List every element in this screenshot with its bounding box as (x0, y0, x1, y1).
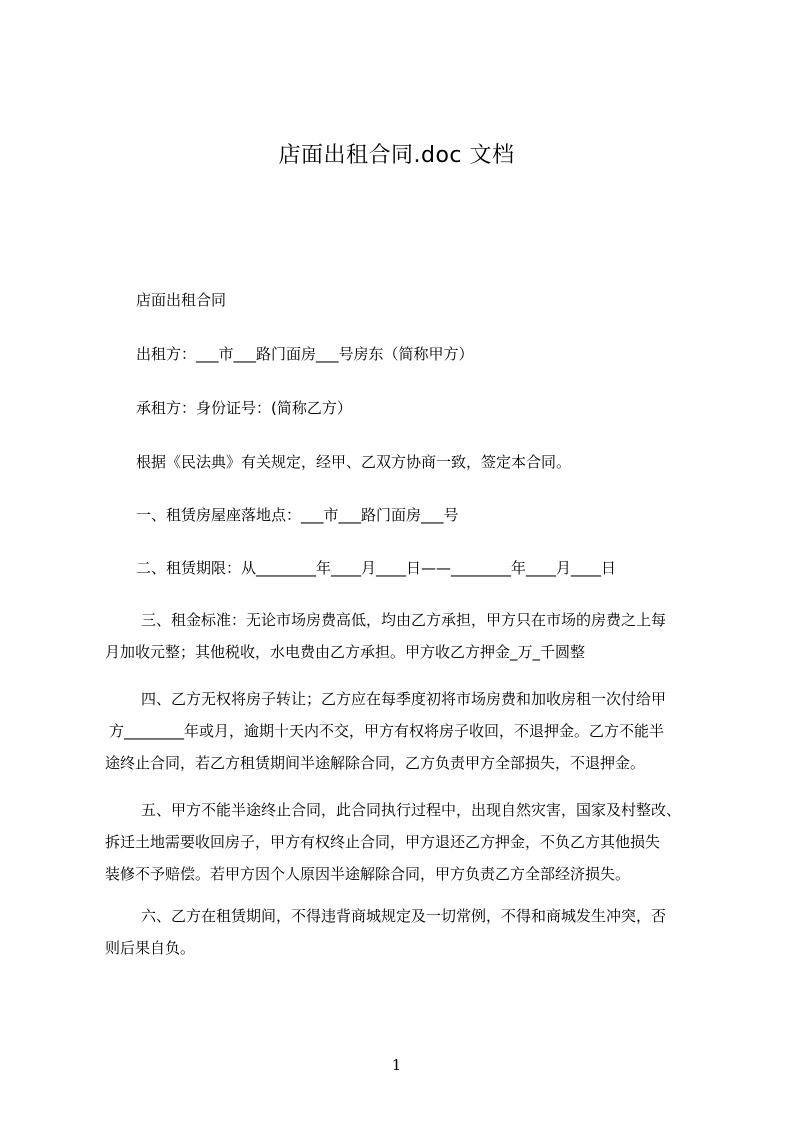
clause-4-transfer (105, 683, 705, 779)
clause-6-conduct (105, 900, 705, 964)
clause-1-location: 一、租赁房屋座落地点：___市___路门面房___号 (136, 506, 459, 524)
clause-5-line: 拆迁土地需要收回房子，甲方有权终止合同，甲方退还乙方押金，不负乙方其他损失 (105, 833, 661, 851)
clause-4-line: 途终止合同，若乙方租赁期间半途解除合同，乙方负责甲方全部损失，不退押金。 (105, 754, 646, 772)
document-title: 店面出租合同.doc 文档 (278, 143, 515, 168)
lessor-line: 出租方：___市___路门面房___号房东（简称甲方） (136, 345, 474, 363)
clause-4-line: 四、乙方无权将房子转让；乙方应在每季度初将市场房费和加收房租一次付给甲 (141, 690, 667, 708)
clause-5-line: 装修不予赔偿。若甲方因个人原因半途解除合同，甲方负责乙方全部经济损失。 (105, 865, 631, 883)
page-number: 1 (391, 1056, 402, 1074)
lessee-line: 承租方：身份证号：(简称乙方） (136, 399, 352, 417)
preamble-paragraph: 根据《民法典》有关规定，经甲、乙双方协商一致，签定本合同。 (136, 453, 572, 471)
clause-3-line: 月加收元整；其他税收，水电费由乙方承担。甲方收乙方押金_万_千圆整 (105, 643, 586, 661)
contract-heading: 店面出租合同 (136, 291, 227, 309)
clause-4-line: 方________年或月，逾期十天内不交，甲方有权将房子收回，不退押金。乙方不能半 (109, 722, 665, 740)
clause-6-line: 则后果自负。 (105, 939, 196, 957)
clause-3-rent (105, 604, 705, 668)
clause-6-line: 六、乙方在租赁期间，不得违背商城规定及一切常例，不得和商城发生冲突，否 (141, 907, 667, 925)
clause-2-term: 二、租赁期限：从________年____月____日——________年____月____日 (136, 559, 617, 577)
clause-5-line: 五、甲方不能半途终止合同，此合同执行过程中，出现自然灾害，国家及村整改、 (141, 801, 682, 819)
clause-3-line: 三、租金标准：无论市场房费高低，均由乙方承担，甲方只在市场的房费之上每 (141, 611, 667, 629)
clause-5-termination (105, 794, 705, 890)
